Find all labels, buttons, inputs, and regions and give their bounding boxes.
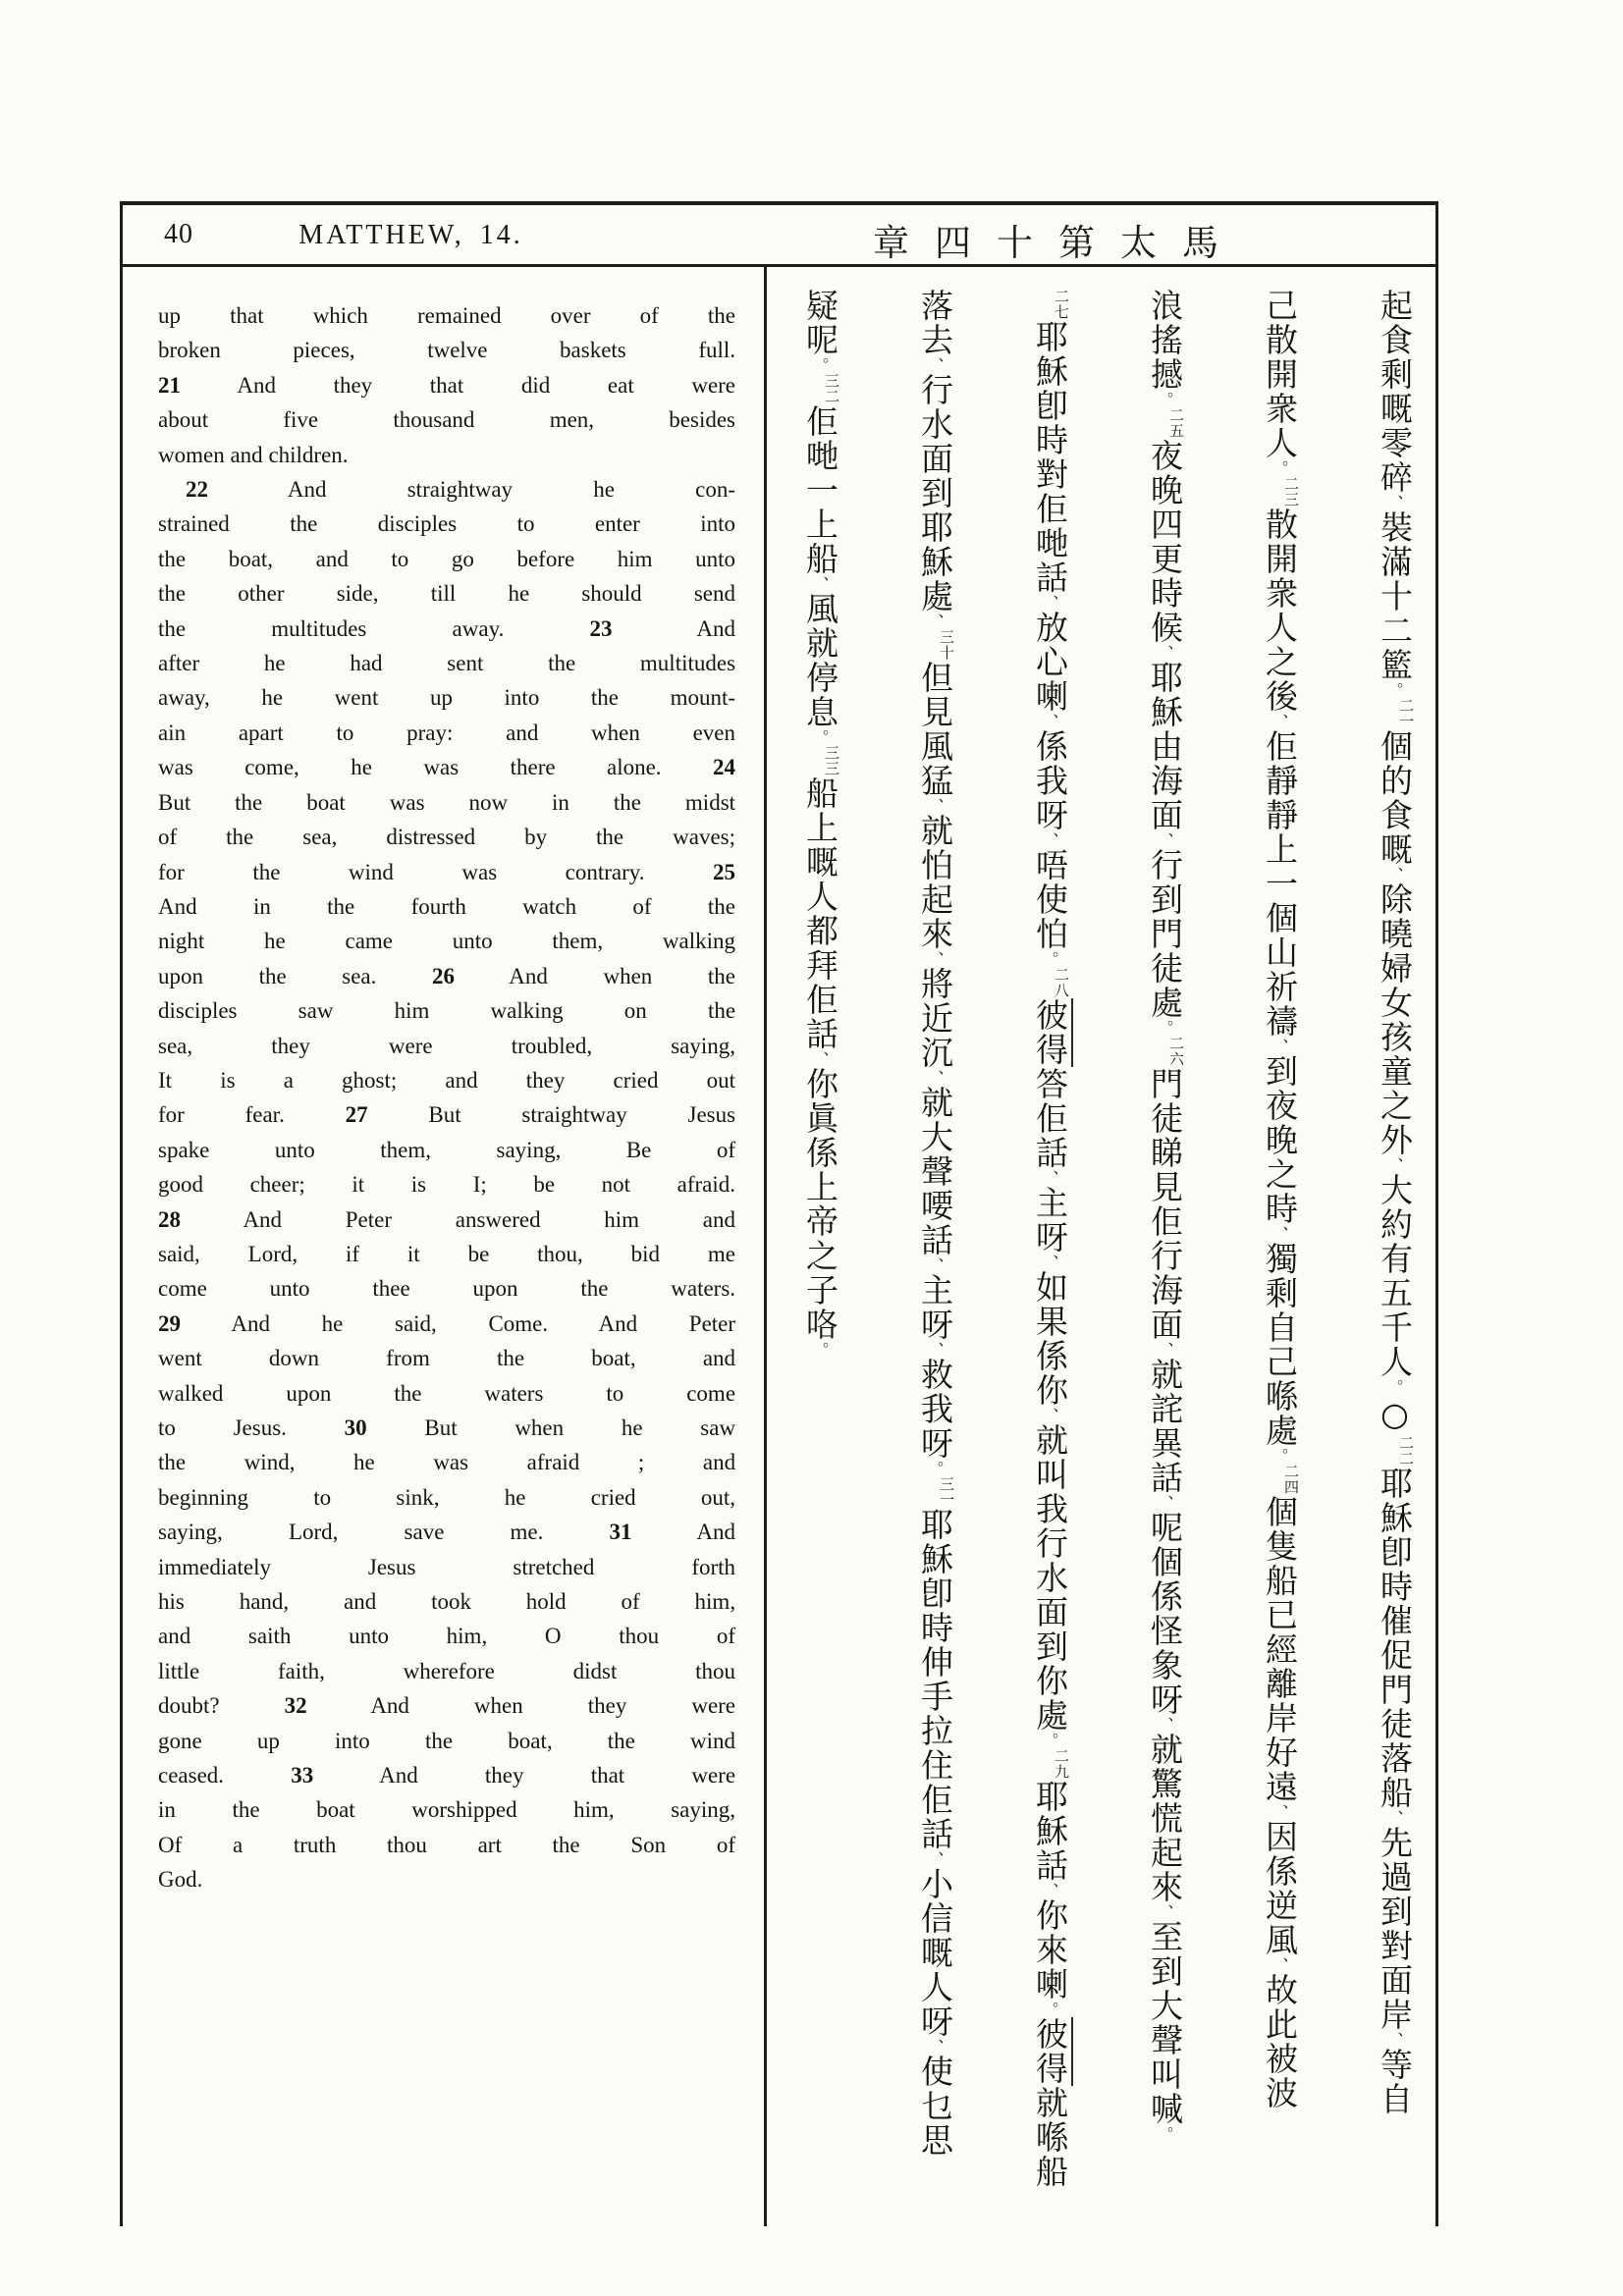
- punctuation: 、: [1385, 1157, 1404, 1173]
- english-line: beginning to sink, he cried out,: [158, 1484, 736, 1510]
- english-text: [158, 298, 735, 1897]
- header-title-english: MATTHEW, 14.: [298, 220, 523, 250]
- english-line: the other side, till he should send: [158, 581, 736, 607]
- english-line: walked upon the waters to come: [158, 1380, 736, 1406]
- english-line: little faith, wherefore didst thou: [158, 1658, 736, 1683]
- english-line: But the boat was now in the midst: [158, 789, 736, 815]
- english-line: the multitudes away. 23 And: [158, 615, 736, 641]
- punctuation: 、: [926, 1070, 945, 1086]
- punctuation: 、: [1156, 1342, 1174, 1358]
- english-line: 28 And Peter answered him and: [158, 1206, 735, 1232]
- punctuation: 、: [1041, 1255, 1059, 1270]
- english-line: up that which remained over of the: [158, 303, 736, 328]
- punctuation: 、: [1271, 1226, 1289, 1242]
- proper-name: 彼得: [1031, 2017, 1073, 2086]
- verse-number: 三十: [938, 629, 955, 661]
- punctuation: 、: [1041, 832, 1059, 848]
- punctuation: 。: [1385, 1379, 1404, 1395]
- chinese-column: 二七耶穌卽時對佢哋話、放心喇、係我呀、唔使怕。二八彼得答佢話、主呀、如果係你、就叫我行水面到你處。二九耶穌話、你來喇。彼得就喺船: [1030, 289, 1069, 2242]
- punctuation: 。: [1156, 1020, 1174, 1036]
- punctuation: 、: [926, 798, 945, 814]
- english-line: said, Lord, if it be thou, bid me: [158, 1241, 735, 1266]
- punctuation: 、: [1385, 2032, 1404, 2048]
- english-line: night he came unto them, walking: [158, 929, 736, 954]
- chinese-column: 浪搖撼。二五夜晚四更時候、耶穌由海面、行到門徒處。二六門徒睇見佢行海面、就詫異話、呢個係怪象呀、就驚慌起來、至到大聲叫喊。: [1146, 289, 1185, 2142]
- verse-number: 二九: [1053, 1748, 1070, 1780]
- punctuation: 、: [1156, 1904, 1174, 1920]
- english-line: upon the sea. 26 And when the: [158, 963, 735, 988]
- english-line: in the boat worshipped him, saying,: [158, 1797, 736, 1823]
- punctuation: 、: [926, 1851, 945, 1867]
- english-line: broken pieces, twelve baskets full.: [158, 338, 736, 363]
- punctuation: 、: [1156, 832, 1174, 848]
- verse-number: 二八: [1053, 967, 1070, 998]
- punctuation: 。: [926, 1461, 945, 1476]
- page-frame: [120, 201, 1438, 2226]
- punctuation: 、: [811, 576, 830, 592]
- proper-name: 彼得: [1031, 998, 1073, 1067]
- english-line: for the wind was contrary. 25: [158, 859, 736, 884]
- punctuation: 、: [926, 357, 945, 373]
- verse-number: 二六: [1167, 1036, 1185, 1067]
- english-line: and saith unto him, O thou of: [158, 1624, 735, 1649]
- punctuation: 、: [1041, 1170, 1059, 1186]
- english-line: the boat, and to go before him unto: [158, 546, 736, 571]
- punctuation: 、: [926, 1257, 945, 1273]
- english-line: the wind, he was afraid ; and: [158, 1450, 736, 1475]
- english-line: God.: [158, 1867, 203, 1893]
- punctuation: 、: [811, 1051, 830, 1067]
- punctuation: 。: [1041, 1733, 1059, 1748]
- punctuation: 、: [1271, 1957, 1289, 1973]
- page-number: 40: [164, 219, 193, 249]
- chinese-column: 起食剩嘅零碎、裝滿十二籃。二一個的食嘅、除曉婦女孩童之外、大約有五千人。○二二耶穌卽時催促門徒落船、先過到對面岸、等自: [1376, 289, 1415, 2116]
- english-line: women and children.: [158, 442, 349, 467]
- punctuation: 、: [926, 1342, 945, 1358]
- punctuation: 、: [1156, 1495, 1174, 1511]
- punctuation: 、: [926, 951, 945, 967]
- english-line: sea, they were troubled, saying,: [158, 1033, 736, 1058]
- chinese-column: 己散開衆人。二三散開衆人之後、佢靜靜上一個山祈禱、到夜晚之時、獨剩自己喺處。二四個隻船已經離岸好遠、因係逆風、故此被波: [1261, 289, 1300, 2110]
- verse-number: 二五: [1167, 407, 1185, 439]
- verse-number: 二二: [1397, 1435, 1415, 1467]
- punctuation: 、: [1385, 495, 1404, 510]
- english-line: And in the fourth watch of the: [158, 893, 736, 919]
- verse-number: 二三: [1282, 476, 1300, 507]
- punctuation: 。: [811, 729, 830, 745]
- english-line: doubt? 32 And when they were: [158, 1693, 736, 1719]
- english-line: Of a truth thou art the Son of: [158, 1832, 735, 1857]
- english-line: to Jesus. 30 But when he saw: [158, 1415, 736, 1440]
- english-line: ceased. 33 And they that were: [158, 1763, 736, 1789]
- english-line: disciples saw him walking on the: [158, 998, 736, 1024]
- punctuation: 、: [1041, 1883, 1059, 1898]
- english-line: 29 And he said, Come. And Peter: [158, 1310, 736, 1336]
- punctuation: 、: [1271, 1804, 1289, 1820]
- punctuation: 、: [1156, 645, 1174, 661]
- punctuation: 、: [1385, 867, 1404, 882]
- chinese-text: [771, 289, 1414, 2242]
- punctuation: 。: [1156, 392, 1174, 407]
- punctuation: 、: [926, 614, 945, 629]
- english-line: went down from the boat, and: [158, 1346, 736, 1371]
- punctuation: 、: [1041, 595, 1059, 611]
- english-line: gone up into the boat, the wind: [158, 1728, 736, 1753]
- english-line: saying, Lord, save me. 31 And: [158, 1520, 735, 1545]
- english-line: It is a ghost; and they cried out: [158, 1067, 736, 1093]
- punctuation: 。: [1041, 2002, 1059, 2017]
- english-line: 21 And they that did eat were: [158, 372, 736, 398]
- english-line: ain apart to pray: and when even: [158, 720, 736, 745]
- punctuation: 。: [811, 357, 830, 373]
- verse-number: 三一: [938, 1476, 955, 1508]
- punctuation: 。: [1271, 460, 1289, 476]
- english-line: for fear. 27 But straightway Jesus: [158, 1102, 736, 1128]
- verse-number: 三二: [823, 373, 840, 404]
- punctuation: 。: [811, 1342, 830, 1358]
- punctuation: 、: [926, 2039, 945, 2055]
- english-line: good cheer; it is I; be not afraid.: [158, 1172, 736, 1198]
- chinese-column: 疑呢。三二佢哋一上船、風就停息。三三船上嘅人都拜佢話、你眞係上帝之子咯。: [801, 289, 840, 1358]
- punctuation: 、: [1271, 714, 1289, 729]
- column-divider-rule: [764, 267, 767, 2226]
- punctuation: 。: [1041, 951, 1059, 967]
- punctuation: 。: [1271, 1448, 1289, 1464]
- punctuation: 。: [1156, 2126, 1174, 2142]
- punctuation: 、: [1156, 1717, 1174, 1733]
- verse-number: 三三: [823, 745, 840, 776]
- english-line: come unto thee upon the waters.: [158, 1276, 736, 1302]
- punctuation: 、: [1385, 1810, 1404, 1826]
- punctuation: 。: [1385, 682, 1404, 698]
- header-title-chinese: 章四十第太馬: [873, 222, 1244, 264]
- english-line: away, he went up into the mount-: [158, 685, 736, 711]
- english-line: immediately Jesus stretched forth: [158, 1554, 736, 1579]
- verse-number: 二一: [1397, 698, 1415, 729]
- english-line: of the sea, distressed by the waves;: [158, 825, 736, 850]
- chinese-column: 落去、行水面到耶穌處、三十但見風猛、就怕起來、將近沉、就大聲喓話、主呀、救我呀。三一耶穌卽時伸手拉住佢話、小信嘅人呀、使乜思: [916, 289, 955, 2158]
- english-line: was come, he was there alone. 24: [158, 755, 735, 780]
- english-line: spake unto them, saying, Be of: [158, 1137, 736, 1162]
- punctuation: 、: [1041, 714, 1059, 729]
- english-line: after he had sent the multitudes: [158, 651, 736, 676]
- english-line: about five thousand men, besides: [158, 407, 736, 433]
- english-line: his hand, and took hold of him,: [158, 1589, 736, 1615]
- punctuation: 、: [1041, 1408, 1059, 1423]
- verse-number: 二七: [1053, 289, 1070, 320]
- page-header: [123, 205, 1435, 267]
- punctuation: 、: [1271, 1039, 1289, 1054]
- english-line: 22 And straightway he con-: [186, 477, 736, 503]
- verse-number: 二四: [1282, 1464, 1300, 1495]
- english-line: strained the disciples to enter into: [158, 511, 736, 537]
